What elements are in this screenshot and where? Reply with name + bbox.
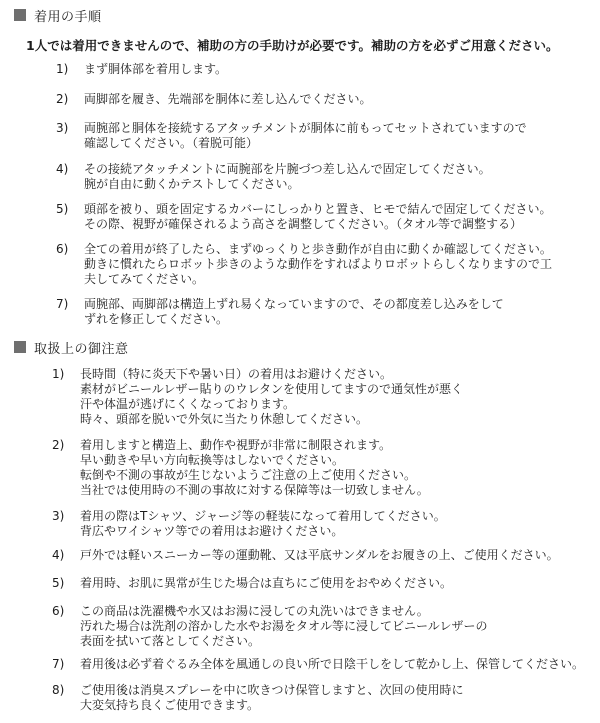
item-number: 4) xyxy=(56,162,69,176)
section-title: 着用の手順 xyxy=(34,9,102,25)
section-heading-wearing-steps xyxy=(14,6,102,24)
item-text: 表面を拭いて落としてください。 xyxy=(80,634,261,648)
item-text: 汚れた場合は洗剤の溶かした水やお湯をタオル等に浸してビニールレザーの xyxy=(80,619,488,633)
item-text: 着用時、お肌に異常が生じた場合は直ちにご使用をおやめください。 xyxy=(80,576,453,590)
item-text: 長時間（特に炎天下や暑い日）の着用はお避けください。 xyxy=(80,367,393,381)
item-text: その接続アタッチメントに両腕部を片腕づつ差し込んで固定してください。 xyxy=(84,162,491,176)
item-text: 早い動きや早い方向転換等はしないでください。 xyxy=(80,453,345,467)
item-text: 転倒や不測の事故が生じないようご注意の上ご使用ください。 xyxy=(80,468,417,482)
item-number: 1) xyxy=(56,62,69,76)
item-text: 両腕部と胴体を接続するアタッチメントが胴体に前もってセットされていますので xyxy=(84,121,527,135)
item-number: 3) xyxy=(56,121,69,135)
item-number: 4) xyxy=(52,548,65,562)
square-bullet-icon xyxy=(14,341,26,353)
intro-notice: 1人では着用できませんので、補助の方の手助けが必要です。補助の方を必ずご用意ください。 xyxy=(26,38,559,53)
square-bullet-icon xyxy=(14,9,26,21)
item-number: 1) xyxy=(52,367,65,381)
item-text: 全ての着用が終了したら、まずゆっくりと歩き動作が自由に動くか確認してください。 xyxy=(84,242,552,256)
item-number: 7) xyxy=(52,657,65,671)
item-text: 背広やワイシャツ等での着用はお避けください。 xyxy=(80,524,344,538)
item-number: 5) xyxy=(52,576,65,590)
item-number: 8) xyxy=(52,683,65,697)
item-text: 動きに慣れたらロボット歩きのような動作をすればよりロボットらしくなりますので工 xyxy=(84,257,553,271)
item-text: 時々、頭部を脱いで外気に当たり休憩してください。 xyxy=(80,412,369,426)
item-number: 6) xyxy=(52,604,65,618)
item-text: 着用後は必ず着ぐるみ全体を風通しの良い所で日陰干しをして乾かし上、保管してください。 xyxy=(80,657,585,671)
item-text: 腕が自由に動くかテストしてください。 xyxy=(84,177,300,191)
item-text: ずれを修正してください。 xyxy=(84,312,229,326)
item-text: 着用しますと構造上、動作や視野が非常に制限されます。 xyxy=(80,438,392,452)
item-number: 2) xyxy=(56,92,69,106)
item-text: 戸外では軽いスニーカー等の運動靴、又は平底サンダルをお履きの上、ご使用ください。 xyxy=(80,548,559,562)
item-number: 3) xyxy=(52,509,65,523)
section-heading-handling-cautions xyxy=(14,338,129,356)
item-text: 夫してみてください。 xyxy=(84,272,205,286)
item-number: 2) xyxy=(52,438,65,452)
item-number: 5) xyxy=(56,202,69,216)
item-text: ご使用後は消臭スプレーを中に吹きつけ保管しますと、次回の使用時に xyxy=(80,683,464,697)
item-text: その際、視野が確保されるよう高さを調整してください。（タオル等で調整する） xyxy=(84,217,523,231)
item-text: 両腕部、両脚部は構造上ずれ易くなっていますので、その都度差し込みをして xyxy=(84,297,504,311)
item-text: 着用の際はTシャツ、ジャージ等の軽装になって着用してください。 xyxy=(80,509,446,523)
item-number: 6) xyxy=(56,242,69,256)
item-text: 当社では使用時の不測の事故に対する保障等は一切致しません。 xyxy=(80,483,429,497)
item-text: 頭部を被り、頭を固定するカバーにしっかりと置き、ヒモで結んで固定してください。 xyxy=(84,202,552,216)
item-text: 確認してください。（着脱可能） xyxy=(84,136,259,150)
item-text: 汗や体温が逃げにくくなっております。 xyxy=(80,397,296,411)
item-number: 7) xyxy=(56,297,69,311)
item-text: 素材がビニールレザー貼りのウレタンを使用してますので通気性が悪く xyxy=(80,382,463,396)
item-text: 大変気持ち良くご使用できます。 xyxy=(80,698,260,712)
item-text: 両脚部を履き、先端部を胴体に差し込んでください。 xyxy=(84,92,372,106)
item-text: まず胴体部を着用します。 xyxy=(84,62,228,76)
section-title: 取扱上の御注意 xyxy=(34,341,129,357)
item-text: この商品は洗濯機や水又はお湯に浸しての丸洗いはできません。 xyxy=(80,604,429,618)
